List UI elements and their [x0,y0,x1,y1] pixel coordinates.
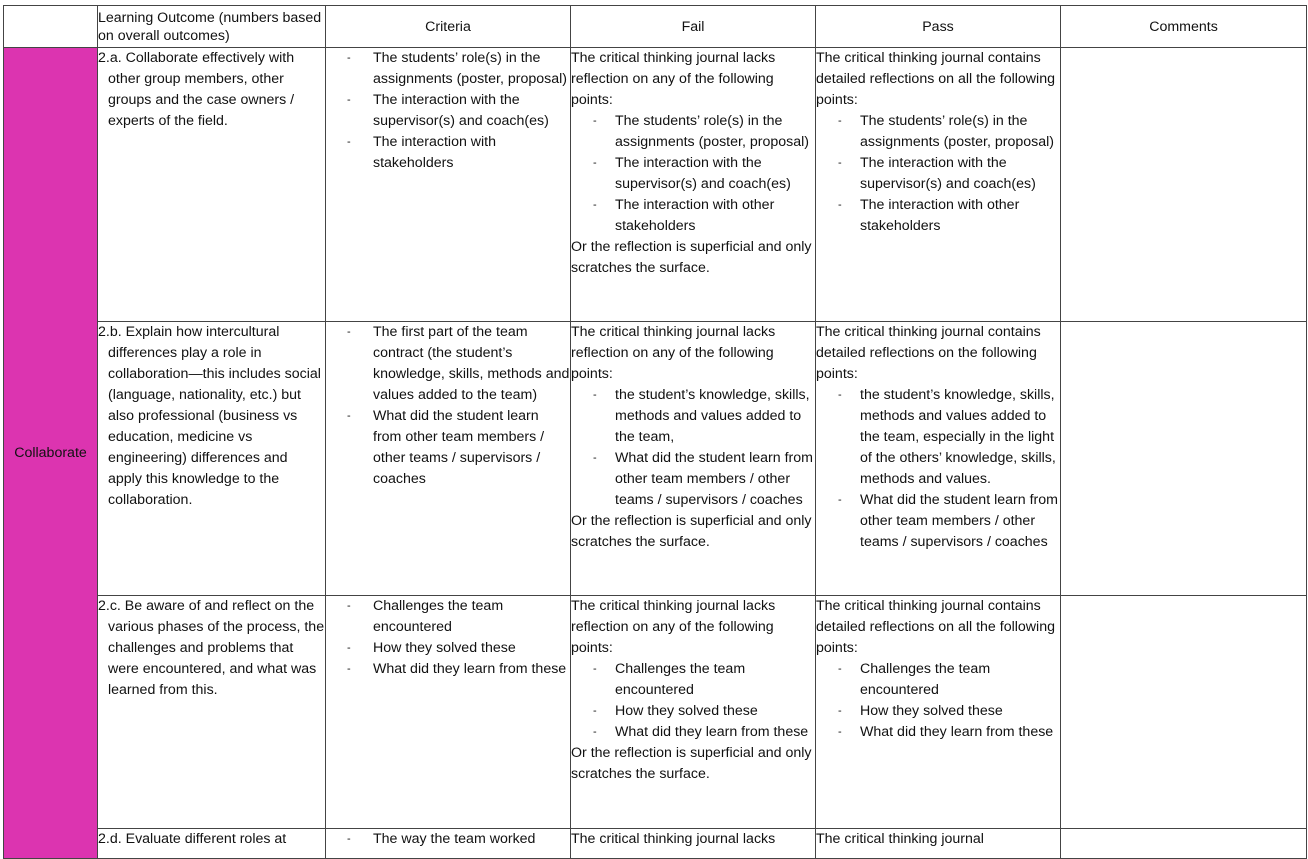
table-row [4,596,1307,829]
fail-list [591,659,815,743]
fail-cell [571,48,816,322]
pass-item: - the student’s knowledge, skills, methods and values added to the team, especially in the light of the others’ knowledge, skills, methods and values. [836,385,1060,490]
learning-outcome-cell [98,48,326,322]
fail-item: - How they solved these [591,701,815,722]
criteria-item: - What did the student learn from other team members / other teams / supervisors / coaches [350,406,570,490]
criteria-item: - Challenges the team encountered [350,596,570,638]
header-category [4,6,98,48]
fail-intro: The critical thinking journal lacks [571,831,776,847]
fail-outro: Or the reflection is superficial and only scratches the surface. [571,239,812,276]
learning-outcome-text: 2.a. Collaborate effectively with other group members, other groups and the case owners / experts of the field. [98,50,295,129]
learning-outcome-text: 2.c. Be aware of and reflect on the various phases of the process, the challenges and problems that were encountered, and what was learned from this. [98,598,325,698]
fail-item: - Challenges the team encountered [591,659,815,701]
pass-intro: The critical thinking journal contains detailed reflections on the following points: [816,324,1041,382]
learning-outcome-text: 2.b. Explain how intercultural differences play a role in collaboration—this includes social (language, nationality, etc.) but also professional (business vs education, medicine vs engineering) differences and apply this knowledge to the collaboration. [98,324,321,508]
criteria-list [350,596,570,680]
learning-outcome-cell [98,322,326,596]
header-fail: Fail [571,6,816,48]
pass-item: - What did they learn from these [836,722,1060,743]
criteria-item: - The interaction with stakeholders [350,132,570,174]
criteria-list [350,322,570,490]
pass-list [836,111,1060,237]
table-row [4,829,1307,859]
learning-outcome-text: 2.d. Evaluate different roles at [98,831,287,847]
criteria-cell [326,829,571,859]
pass-item: - The students’ role(s) in the assignments (poster, proposal) [836,111,1060,153]
header-criteria: Criteria [326,6,571,48]
criteria-cell [326,596,571,829]
pass-item: - What did the student learn from other team members / other teams / supervisors / coaches [836,490,1060,553]
pass-item: - How they solved these [836,701,1060,722]
pass-cell [816,596,1061,829]
comments-cell[interactable] [1061,829,1307,859]
criteria-item: - What did they learn from these [350,659,570,680]
fail-outro: Or the reflection is superficial and only scratches the surface. [571,745,812,782]
fail-item: - the student’s knowledge, skills, methods and values added to the team, [591,385,815,448]
pass-item: - The interaction with other stakeholders [836,195,1060,237]
fail-intro: The critical thinking journal lacks reflection on any of the following points: [571,324,776,382]
fail-intro: The critical thinking journal lacks reflection on any of the following points: [571,50,776,108]
criteria-item: - How they solved these [350,638,570,659]
criteria-item: - The interaction with the supervisor(s) and coach(es) [350,90,570,132]
learning-outcome-cell [98,596,326,829]
comments-cell[interactable] [1061,48,1307,322]
table-row [4,322,1307,596]
criteria-list [350,829,570,850]
learning-outcome-cell [98,829,326,859]
fail-item: - What did they learn from these [591,722,815,743]
table-row [4,48,1307,322]
header-pass: Pass [816,6,1061,48]
pass-item: - Challenges the team encountered [836,659,1060,701]
rubric-table [3,5,1307,859]
criteria-item: - The students’ role(s) in the assignments (poster, proposal) [350,48,570,90]
criteria-item: - The way the team worked [350,829,570,850]
pass-cell [816,322,1061,596]
fail-intro: The critical thinking journal lacks reflection on any of the following points: [571,598,776,656]
fail-outro: Or the reflection is superficial and only scratches the surface. [571,513,812,550]
fail-cell [571,322,816,596]
comments-cell[interactable] [1061,596,1307,829]
fail-list [591,111,815,237]
pass-intro: The critical thinking journal [816,831,984,847]
category-cell: Collaborate [4,48,98,859]
fail-cell [571,596,816,829]
header-row [4,6,1307,48]
header-learning-outcome: Learning Outcome (numbers based on overall outcomes) [98,6,326,48]
comments-cell[interactable] [1061,322,1307,596]
fail-list [591,385,815,511]
pass-list [836,385,1060,553]
pass-item: - The interaction with the supervisor(s) and coach(es) [836,153,1060,195]
criteria-list [350,48,570,174]
fail-item: - The interaction with other stakeholders [591,195,815,237]
pass-list [836,659,1060,743]
pass-intro: The critical thinking journal contains detailed reflections on all the following points: [816,50,1055,108]
criteria-cell [326,322,571,596]
pass-cell [816,829,1061,859]
fail-cell [571,829,816,859]
header-comments: Comments [1061,6,1307,48]
criteria-item: - The first part of the team contract (the student’s knowledge, skills, methods and values added to the team) [350,322,570,406]
pass-cell [816,48,1061,322]
pass-intro: The critical thinking journal contains detailed reflections on all the following points: [816,598,1055,656]
fail-item: - What did the student learn from other team members / other teams / supervisors / coaches [591,448,815,511]
fail-item: - The students’ role(s) in the assignments (poster, proposal) [591,111,815,153]
fail-item: - The interaction with the supervisor(s) and coach(es) [591,153,815,195]
criteria-cell [326,48,571,322]
